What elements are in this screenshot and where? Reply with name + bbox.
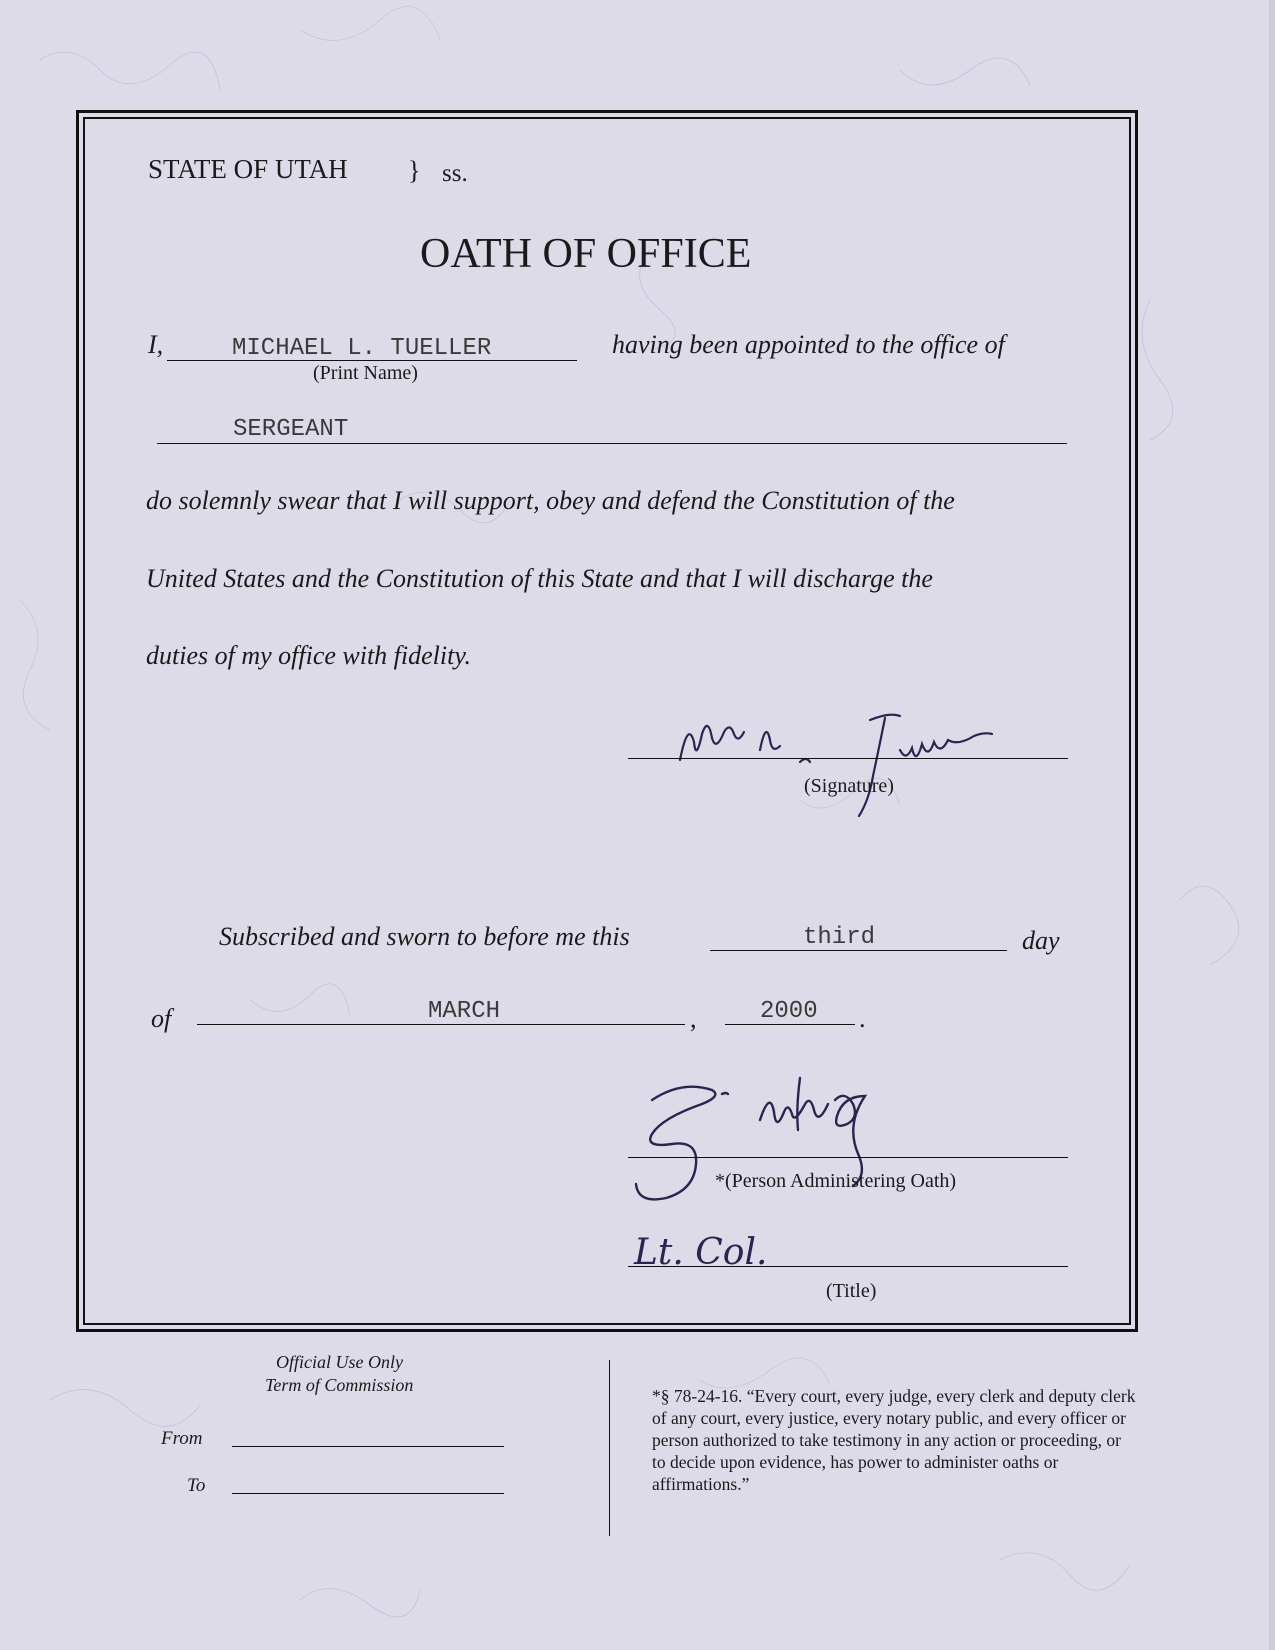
subscribed-text: Subscribed and sworn to before me this	[219, 922, 630, 951]
title-caption: (Title)	[826, 1280, 877, 1302]
oath-line-1: do solemnly swear that I will support, obey and defend the Constitution of the	[146, 486, 955, 515]
office-value: SERGEANT	[233, 416, 349, 443]
footer-divider	[609, 1360, 610, 1536]
administrator-caption: *(Person Administering Oath)	[715, 1170, 957, 1192]
oath-line-3: duties of my office with fidelity.	[146, 641, 471, 670]
signature-caption: (Signature)	[804, 775, 894, 797]
statute-footnote: *§ 78-24-16. “Every court, every judge, every clerk and deputy clerk of any court, every justice, every notary public, and every officer or person authorized to take testimony in any action or proceeding, or to decide upon evidence, has power to administer oaths or affirmations.”	[652, 1386, 1136, 1494]
title-value-handwritten: Lt. Col.	[634, 1232, 768, 1273]
administrator-signature-scribble	[630, 1070, 950, 1220]
office-line	[157, 443, 1067, 444]
print-name-value: MICHAEL L. TUELLER	[232, 335, 492, 362]
brace: }	[408, 156, 421, 185]
ss-label: ss.	[442, 160, 468, 187]
date-comma: ,	[690, 1004, 697, 1033]
state-label: STATE OF UTAH	[148, 154, 348, 184]
to-line	[232, 1493, 504, 1494]
i-prefix: I,	[148, 330, 164, 359]
year-value: 2000	[760, 998, 818, 1025]
day-value: third	[803, 924, 876, 951]
term-of-commission-heading: Term of Commission	[265, 1375, 414, 1395]
month-value: MARCH	[428, 998, 501, 1025]
appointed-text: having been appointed to the office of	[612, 330, 1005, 359]
administrator-line	[628, 1157, 1068, 1158]
from-line	[232, 1446, 504, 1447]
page-title: OATH OF OFFICE	[420, 231, 752, 277]
oath-line-2: United States and the Constitution of this State and that I will discharge the	[146, 564, 933, 593]
title-line	[628, 1266, 1068, 1267]
print-name-caption: (Print Name)	[313, 362, 418, 384]
to-label: To	[187, 1475, 206, 1496]
signature-line	[628, 758, 1068, 759]
day-label: day	[1022, 926, 1060, 955]
of-label: of	[151, 1004, 172, 1033]
date-period: .	[859, 1004, 866, 1033]
page-edge	[1269, 0, 1275, 1650]
from-label: From	[161, 1428, 203, 1449]
official-use-heading: Official Use Only	[276, 1352, 403, 1372]
